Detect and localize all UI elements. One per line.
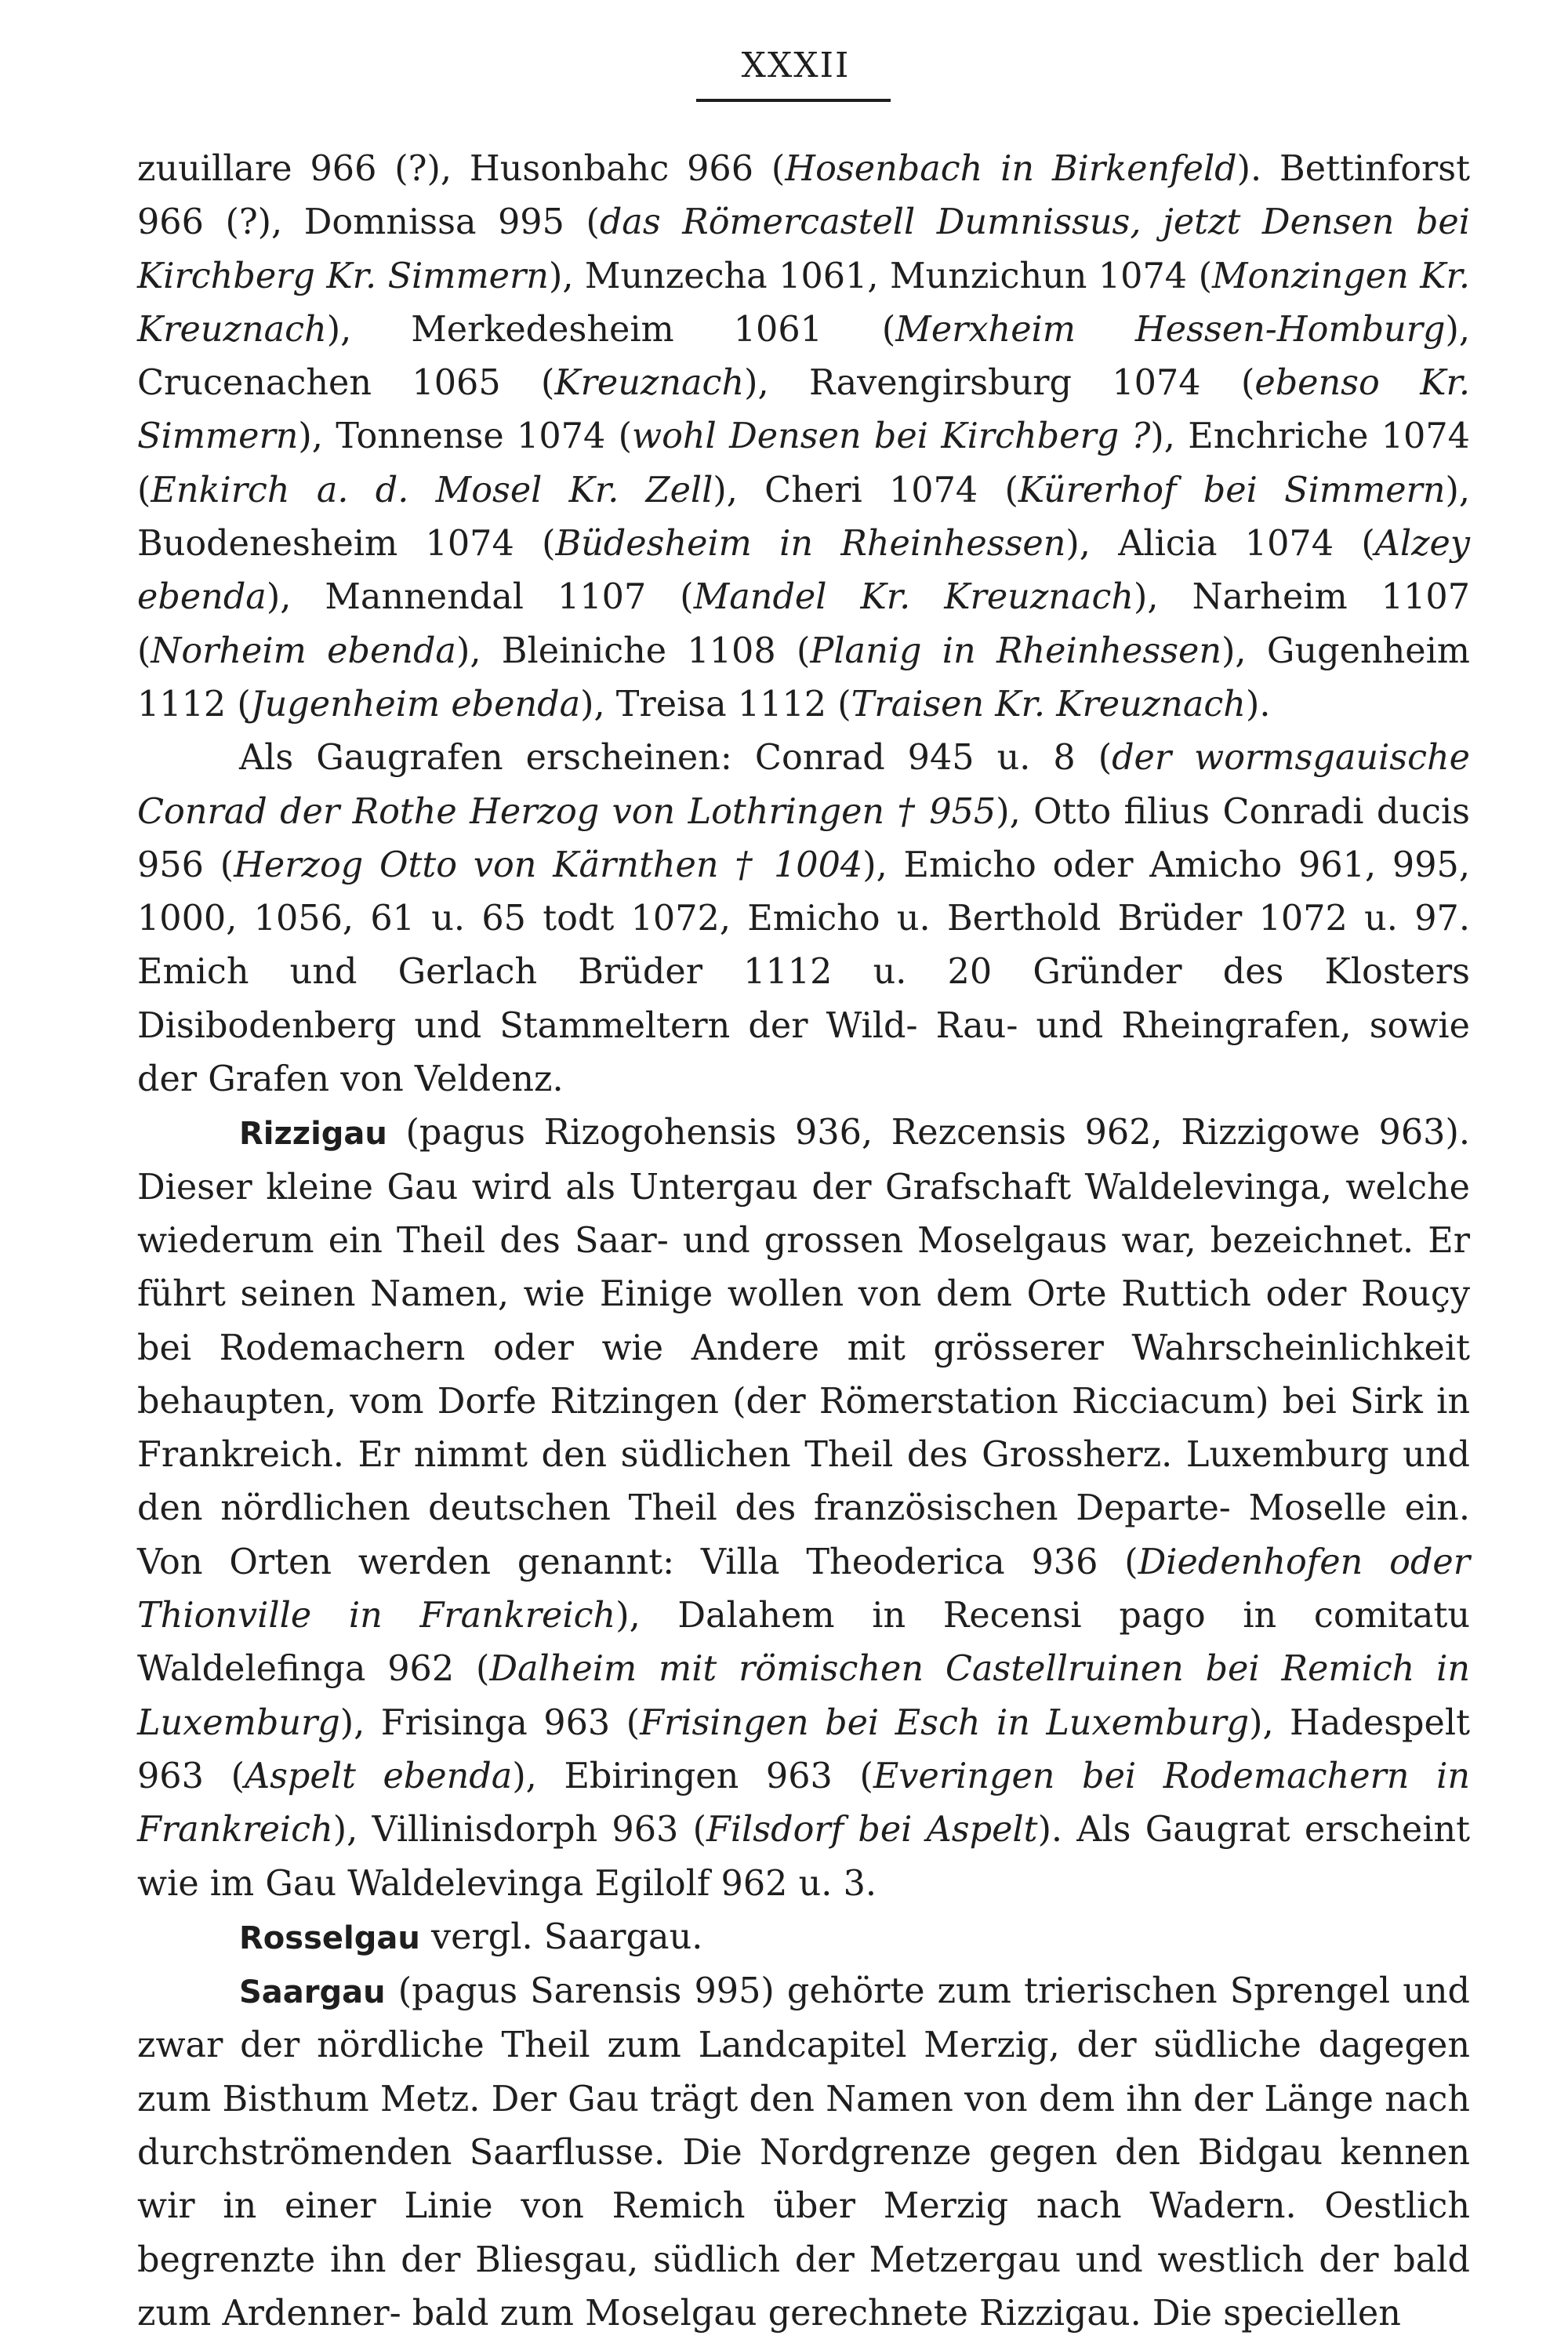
text-run: ), Narheim 1107 ( xyxy=(137,577,1471,671)
text-run: ), Crucenachen 1065 ( xyxy=(137,309,1470,404)
text-run: ), Bleiniche 1108 ( xyxy=(456,630,811,671)
text-run: ). Als Gaugrat erscheint wie im Gau Waldelevinga Egilolf 962 u. 3. xyxy=(137,1810,1471,1904)
italic-gloss: Planig in Rheinhessen xyxy=(810,630,1222,671)
paragraph-saargau xyxy=(137,1965,1470,2341)
text-run: Als Gaugrafen erscheinen: Conrad 945 u. 8 ( xyxy=(239,738,1112,779)
text-run: ), Ravengirsburg 1074 ( xyxy=(744,363,1255,404)
text-run: ), Treisa 1112 ( xyxy=(580,684,851,725)
italic-gloss: Büdesheim in Rheinhessen xyxy=(555,524,1066,565)
italic-gloss: Mandel Kr. Kreuznach xyxy=(693,577,1134,618)
page-header-roman-numeral: XXXII xyxy=(741,45,851,85)
italic-gloss: das Römercastell Dumnissus, jetzt Densen bei Kirchberg Kr. Simmern xyxy=(137,202,1470,296)
text-run: ), Dalahem in Recensi pago in comitatu Waldelefinga 962 ( xyxy=(137,1596,1471,1690)
text-run: ), Villinisdorph 963 ( xyxy=(332,1810,706,1851)
italic-gloss: Enkirch a. d. Mosel Kr. Zell xyxy=(151,470,713,510)
italic-gloss: Traisen Kr. Kreuznach xyxy=(851,684,1246,725)
italic-gloss: Kreuznach xyxy=(554,363,745,404)
italic-gloss: Kürerhof bei Simmern xyxy=(1018,470,1446,510)
italic-gloss: Hosenbach in Birkenfeld xyxy=(785,149,1237,189)
italic-gloss: der wormsgauische Conrad der Rothe Herzog von Lothringen † 955 xyxy=(137,738,1470,832)
italic-gloss: wohl Densen bei Kirchberg ? xyxy=(632,416,1151,457)
gau-heading: Rizzigau xyxy=(239,1116,387,1153)
italic-gloss: Dalheim mit römischen Castellruinen bei Remich in Luxemburg xyxy=(137,1649,1471,1743)
text-run: ), Munzecha 1061, Munzichun 1074 ( xyxy=(548,256,1212,296)
italic-gloss: Norheim ebenda xyxy=(151,630,456,671)
text-run: ), Cheri 1074 ( xyxy=(713,470,1018,510)
text-run: ), Ebiringen 963 ( xyxy=(512,1756,873,1796)
italic-gloss: Everingen bei Rodemachern in Frankreich xyxy=(137,1756,1470,1851)
text-run: ), Hadespelt 963 ( xyxy=(137,1702,1470,1796)
text-run: ), Enchriche 1074 ( xyxy=(137,416,1470,510)
text-run: ), Frisinga 963 ( xyxy=(339,1702,641,1743)
text-run: (pagus Sarensis 995) gehörte zum trierischen Sprengel und zwar der nördliche Theil zum Landcapitel Merzig, der südliche dagegen zum Bisthum Metz. Der Gau trägt den Namen von dem ihn der Länge nach durchströmenden Saarflusse. Die Nordgrenze gegen den Bidgau kennen wir in einer Linie von Remich über Merzig nach Wadern. Oestlich begrenzte ihn der Bliesgau, südlich der Metzergau und westlich der bald zum Ardenner- bald zum Moselgau gerechnete Rizzigau. Die speciellen xyxy=(137,1971,1470,2334)
gau-heading: Rosselgau xyxy=(239,1920,420,1956)
gau-heading: Saargau xyxy=(239,1974,386,2011)
text-run: ), Alicia 1074 ( xyxy=(1065,524,1375,565)
italic-gloss: Frisingen bei Esch in Luxemburg xyxy=(640,1702,1250,1743)
text-run: vergl. Saargau. xyxy=(419,1916,703,1957)
text-run: zuuillare 966 (?), Husonbahc 966 ( xyxy=(137,149,786,189)
text-run: ), Buodenesheim 1074 ( xyxy=(137,470,1470,565)
body-text xyxy=(137,143,1470,2341)
paragraph-place-list xyxy=(137,143,1470,732)
italic-gloss: Alzey ebenda xyxy=(137,524,1470,618)
text-run: ), Otto filius Conradi ducis 956 ( xyxy=(137,791,1470,885)
italic-gloss: Jugenheim ebenda xyxy=(250,684,581,725)
text-run: ). xyxy=(1245,684,1271,725)
text-run: ), Gugenheim 1112 ( xyxy=(137,630,1471,725)
italic-gloss: Filsdorf bei Aspelt xyxy=(706,1810,1038,1851)
paragraph-rosselgau xyxy=(137,1911,1470,1965)
paragraph-gaugrafen xyxy=(137,732,1470,1106)
italic-gloss: Monzingen Kr. Kreuznach xyxy=(137,256,1470,350)
text-run: ), Tonnense 1074 ( xyxy=(298,416,632,457)
text-run: ), Merkedesheim 1061 ( xyxy=(326,309,896,350)
text-run: (pagus Rizogohensis 936, Rezcensis 962, Rizzigowe 963). Dieser kleine Gau wird als Untergau der Grafschaft Waldelevinga, welche wiederum ein Theil des Saar- und grossen Moselgaus war, bezeichnet. Er führt seinen Namen, wie Einige wollen von dem Orte Ruttich oder Rouçy bei Rodemachern oder wie Andere mit grösserer Wahrscheinlichkeit behaupten, vom Dorfe Ritzingen (der Römerstation Ricciacum) bei Sirk in Frankreich. Er nimmt den südlichen Theil des Grossherz. Luxemburg und den nördlichen deutschen Theil des französischen Departe- Moselle ein. Von Orten werden genannt: Villa Theoderica 936 ( xyxy=(137,1113,1470,1582)
italic-gloss: Aspelt ebenda xyxy=(244,1756,513,1796)
italic-gloss: Merxheim Hessen-Homburg xyxy=(895,309,1446,350)
italic-gloss: Herzog Otto von Kärnthen † 1004 xyxy=(234,844,863,885)
text-run: ), Mannendal 1107 ( xyxy=(266,577,694,618)
text-run: ), Emicho oder Amicho 961, 995, 1000, 1056, 61 u. 65 todt 1072, Emicho u. Berthold Brüder 1072 u. 97. Emich und Gerlach Brüder 1112 u. 20 Gründer des Klosters Disibodenberg und Stammeltern der Wild- Rau- und Rheingrafen, sowie der Grafen von Veldenz. xyxy=(137,844,1470,1100)
italic-gloss: Diedenhofen oder Thionville in Frankreich xyxy=(137,1542,1470,1636)
italic-gloss: ebenso Kr. Simmern xyxy=(137,363,1470,457)
text-run: ). Bettinforst 966 (?), Domnissa 995 ( xyxy=(137,149,1471,243)
paragraph-rizzigau xyxy=(137,1106,1470,1910)
header-rule xyxy=(696,99,891,102)
